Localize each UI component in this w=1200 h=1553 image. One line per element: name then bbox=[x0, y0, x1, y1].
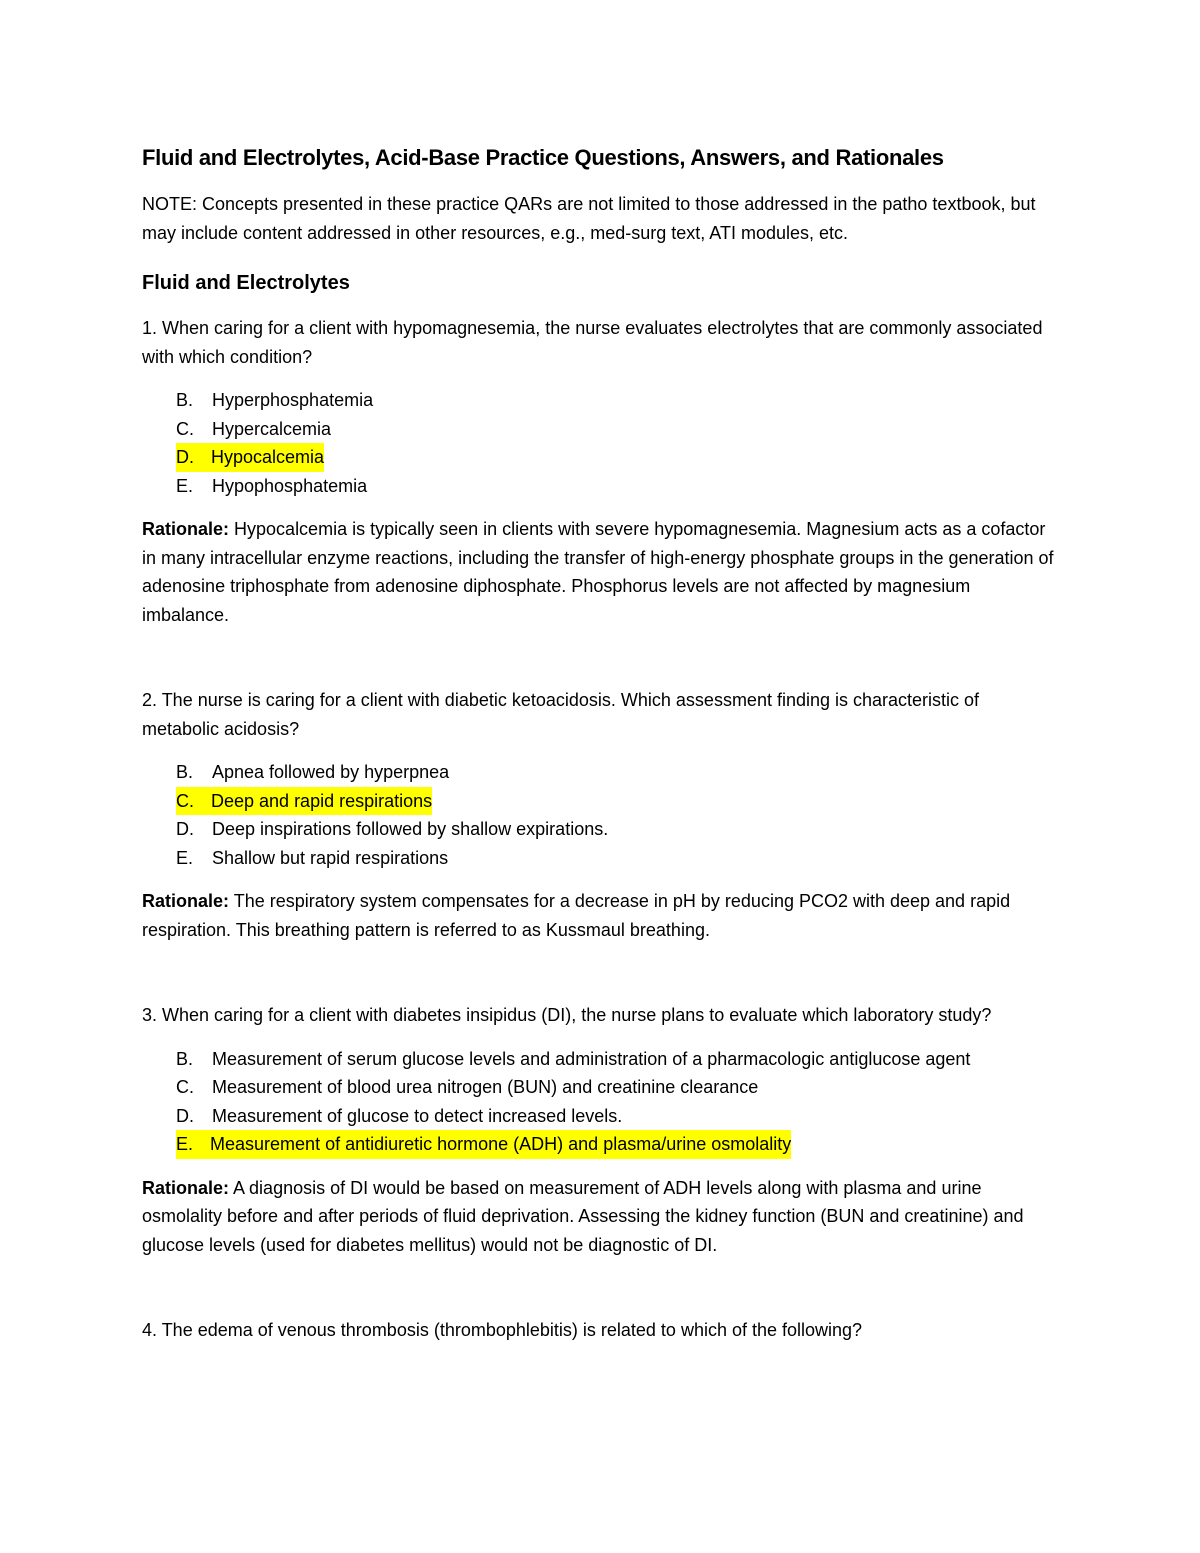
option-text: Measurement of blood urea nitrogen (BUN) and creatinine clearance bbox=[212, 1077, 759, 1097]
answer-option bbox=[176, 1102, 1060, 1131]
option-letter: C. bbox=[176, 418, 194, 439]
option-letter: B. bbox=[176, 390, 194, 410]
option-letter: B. bbox=[176, 1048, 194, 1069]
rationale-paragraph bbox=[142, 887, 1060, 944]
option-text: Hypercalcemia bbox=[212, 418, 332, 439]
answer-option bbox=[176, 758, 1060, 787]
answer-option bbox=[176, 1045, 1060, 1074]
question-block bbox=[142, 686, 1060, 944]
option-letter: C. bbox=[176, 787, 211, 816]
rationale-label: Rationale: bbox=[142, 519, 230, 539]
question-stem: 4. The edema of venous thrombosis (thrombophlebitis) is related to which of the following? bbox=[142, 1320, 863, 1340]
answer-option bbox=[176, 815, 1060, 844]
option-text: Measurement of glucose to detect increased levels. bbox=[212, 1105, 623, 1126]
rationale-text: A diagnosis of DI would be based on measurement of ADH levels along with plasma and urine osmolality before and after periods of fluid deprivation. Assessing the kidney function (BUN and creatinine) and glucose levels (used for diabetes mellitus) would not be diagnostic of DI. bbox=[142, 1177, 1024, 1255]
option-letter: E. bbox=[176, 1130, 210, 1159]
option-text: Hyperphosphatemia bbox=[212, 390, 374, 410]
answer-options bbox=[142, 758, 1060, 872]
document-page bbox=[142, 140, 1060, 1360]
question-block bbox=[142, 1001, 1060, 1259]
answer-option bbox=[176, 472, 1060, 501]
rationale-label: Rationale: bbox=[142, 1177, 230, 1198]
note-paragraph: NOTE: Concepts presented in these practice QARs are not limited to those addressed in the patho textbook, but may include content addressed in other resources, e.g., med-surg text, ATI modules, etc. bbox=[142, 194, 1036, 243]
question-stem: 1. When caring for a client with hypomagnesemia, the nurse evaluates electrolytes that are commonly associated with which condition? bbox=[142, 318, 1043, 367]
option-text: Shallow but rapid respirations bbox=[212, 847, 449, 868]
option-letter: C. bbox=[176, 1077, 194, 1097]
rationale-text: The respiratory system compensates for a decrease in pH by reducing PCO2 with deep and rapid respiration. This breathing pattern is referred to as Kussmaul breathing. bbox=[142, 891, 1011, 940]
answer-option bbox=[176, 1073, 1060, 1102]
correct-answer-option bbox=[176, 787, 1060, 816]
option-text: Hypophosphatemia bbox=[212, 475, 368, 496]
answer-option bbox=[176, 386, 1060, 415]
question-stem: 2. The nurse is caring for a client with diabetic ketoacidosis. Which assessment finding is characteristic of metabolic acidosis? bbox=[142, 690, 980, 739]
document-title: Fluid and Electrolytes, Acid-Base Practice Questions, Answers, and Rationales bbox=[142, 145, 944, 170]
correct-answer-option bbox=[176, 443, 1060, 472]
option-text-highlighted: Hypocalcemia bbox=[211, 443, 324, 472]
option-text-highlighted: Deep and rapid respirations bbox=[211, 787, 432, 816]
option-text-highlighted: Measurement of antidiuretic hormone (ADH) and plasma/urine osmolality bbox=[210, 1130, 791, 1159]
option-letter: D. bbox=[176, 1105, 194, 1126]
question-block bbox=[142, 1316, 1060, 1345]
rationale-paragraph bbox=[142, 515, 1060, 629]
option-letter: D. bbox=[176, 819, 194, 839]
option-letter: B. bbox=[176, 762, 194, 782]
option-text: Measurement of serum glucose levels and administration of a pharmacologic antiglucose agent bbox=[212, 1048, 971, 1069]
answer-option bbox=[176, 415, 1060, 444]
rationale-paragraph bbox=[142, 1174, 1060, 1260]
option-letter: E. bbox=[176, 475, 194, 496]
question-stem: 3. When caring for a client with diabetes insipidus (DI), the nurse plans to evaluate which laboratory study? bbox=[142, 1005, 992, 1025]
answer-options bbox=[142, 386, 1060, 500]
option-letter: E. bbox=[176, 847, 194, 868]
rationale-label: Rationale: bbox=[142, 891, 230, 911]
rationale-text: Hypocalcemia is typically seen in clients with severe hypomagnesemia. Magnesium acts as a cofactor in many intracellular enzyme reactions, including the transfer of high-energy phosphate groups in the generation of adenosine triphosphate from adenosine diphosphate. Phosphorus levels are not affected by magnesium imbalance. bbox=[142, 519, 1054, 625]
correct-answer-option bbox=[176, 1130, 1060, 1159]
answer-options bbox=[142, 1045, 1060, 1159]
option-letter: D. bbox=[176, 443, 211, 472]
section-heading: Fluid and Electrolytes bbox=[142, 272, 350, 294]
question-block bbox=[142, 314, 1060, 629]
option-text: Apnea followed by hyperpnea bbox=[212, 762, 450, 782]
answer-option bbox=[176, 844, 1060, 873]
option-text: Deep inspirations followed by shallow expirations. bbox=[212, 819, 609, 839]
